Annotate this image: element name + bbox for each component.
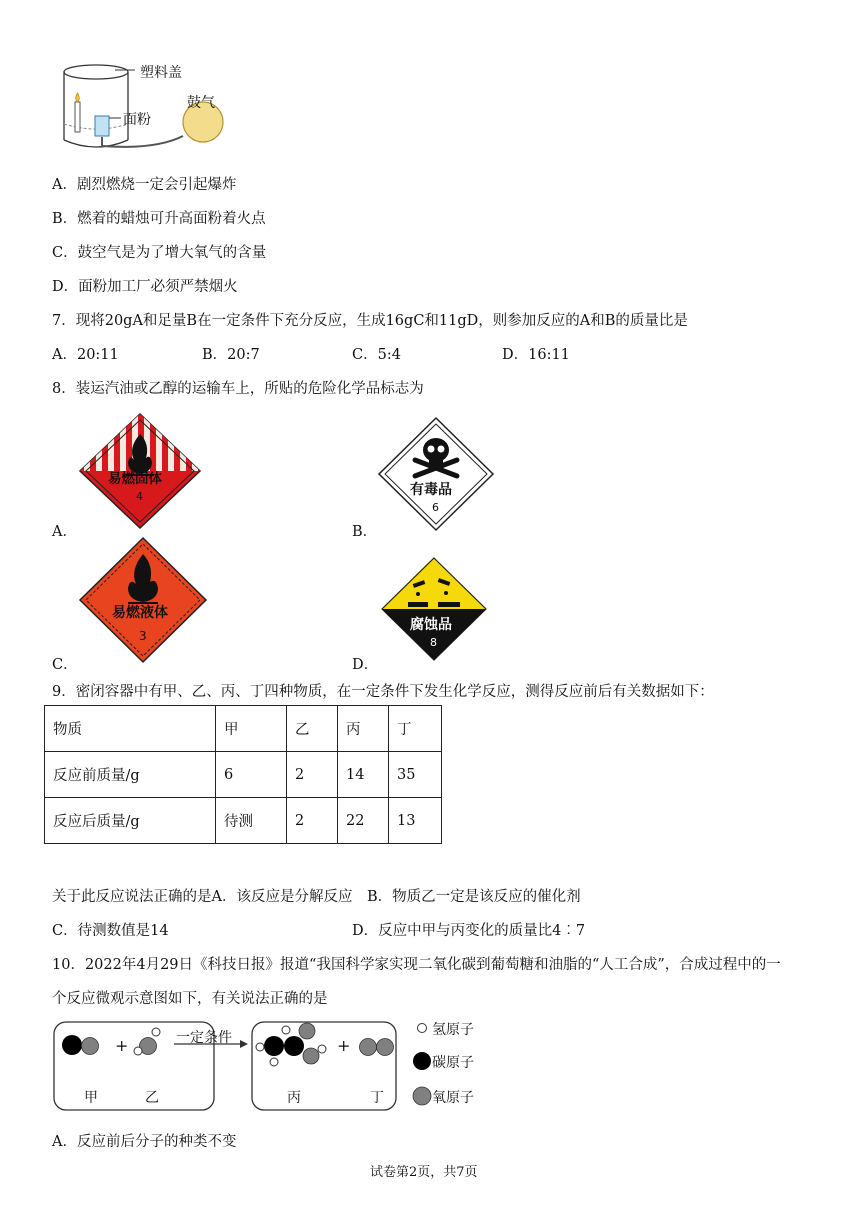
q7-stem: 7．现将20gA和足量B在一定条件下充分反应，生成16gC和11gD，则参加反应的A和B的质量比是 xyxy=(52,313,688,329)
oxygen-atom xyxy=(360,1039,377,1056)
q9-line1: 关于此反应说法正确的是A．该反应是分解反应 B．物质乙一定是该反应的催化剂 xyxy=(52,889,581,905)
table-cell: 22 xyxy=(338,798,389,844)
q7-option-d: D．16:11 xyxy=(502,347,570,363)
table-cell: 反应前质量/g xyxy=(45,752,216,798)
hydrogen-legend-icon xyxy=(418,1024,427,1033)
q6-option-c: C．鼓空气是为了增大氧气的含量 xyxy=(52,245,267,261)
sign-b-number: 6 xyxy=(432,501,439,514)
q7-option-c: C．5:4 xyxy=(352,347,401,363)
q10-stem-1: 10．2022年4月29日《科技日报》报道“我国科学家实现二氧化碳到葡萄糖和油脂的“人工合成”，合成过程中的一 xyxy=(52,957,781,973)
label-yi: 乙 xyxy=(145,1090,159,1106)
table-cell: 待测 xyxy=(216,798,287,844)
label-ding: 丁 xyxy=(370,1090,384,1106)
table-cell: 反应后质量/g xyxy=(45,798,216,844)
label-jia: 甲 xyxy=(84,1090,98,1106)
q6-option-d: D．面粉加工厂必须严禁烟火 xyxy=(52,279,238,295)
q7-option-b: B．20:7 xyxy=(202,347,260,363)
blow-label: 鼓气 xyxy=(187,95,215,111)
hydrogen-atom xyxy=(282,1026,290,1034)
q8-option-b: B． xyxy=(352,524,378,540)
sign-a-number: 4 xyxy=(136,490,143,503)
plus-sign-left: + xyxy=(115,1036,129,1055)
sign-b-text: 有毒品 xyxy=(410,482,452,498)
table-row xyxy=(45,706,442,752)
hydrogen-atom xyxy=(256,1043,264,1051)
table-header-cell: 丁 xyxy=(389,706,442,752)
q8-option-a: A． xyxy=(52,524,77,540)
sign-d-text: 腐蚀品 xyxy=(410,617,452,633)
q9-stem: 9．密闭容器中有甲、乙、丙、丁四种物质，在一定条件下发生化学反应，测得反应前后有关数据如下： xyxy=(52,684,714,700)
table-header-cell: 乙 xyxy=(287,706,338,752)
carbon-atom xyxy=(264,1036,284,1056)
carbon-atom xyxy=(62,1035,82,1055)
sign-c-text: 易燃液体 xyxy=(112,605,168,621)
q10-stem-2: 个反应微观示意图如下，有关说法正确的是 xyxy=(52,991,328,1007)
sign-d-number: 8 xyxy=(430,636,437,649)
table-cell: 2 xyxy=(287,798,338,844)
q6-option-b: B．燃着的蜡烛可升高面粉着火点 xyxy=(52,211,266,227)
q6-option-a: A．剧烈燃烧一定会引起爆炸 xyxy=(52,177,237,193)
reaction-condition: 一定条件 xyxy=(176,1030,232,1046)
q8-option-d: D． xyxy=(352,657,379,673)
oxygen-atom xyxy=(299,1023,315,1039)
legend-carbon: 碳原子 xyxy=(432,1055,474,1071)
oxygen-atom xyxy=(377,1039,394,1056)
legend-oxygen: 氧原子 xyxy=(432,1090,474,1106)
table-row xyxy=(45,752,442,798)
sign-a-text: 易燃固体 xyxy=(108,471,162,487)
sign-c-number: 3 xyxy=(139,629,147,643)
table-cell: 35 xyxy=(389,752,442,798)
hydrogen-atom xyxy=(134,1047,142,1055)
table-header-cell: 甲 xyxy=(216,706,287,752)
carbon-atom xyxy=(284,1036,304,1056)
hydrogen-atom xyxy=(270,1058,278,1066)
flammable-liquid-sign-icon xyxy=(78,536,208,664)
q7-option-a: A．20:11 xyxy=(52,347,119,363)
legend-hydrogen: 氢原子 xyxy=(432,1022,474,1038)
hydrogen-atom xyxy=(318,1045,326,1053)
toxic-sign-icon xyxy=(377,416,495,532)
table-header-cell: 丙 xyxy=(338,706,389,752)
page-footer: 试卷第2页，共7页 xyxy=(370,1165,478,1180)
table-cell: 2 xyxy=(287,752,338,798)
hydrogen-atom xyxy=(152,1028,160,1036)
q8-option-c: C． xyxy=(52,657,78,673)
q10-option-a: A．反应前后分子的种类不变 xyxy=(52,1134,237,1150)
q9-option-d: D．反应中甲与丙变化的质量比4︰7 xyxy=(352,923,586,939)
table-header-cell: 物质 xyxy=(45,706,216,752)
oxygen-atom xyxy=(303,1048,319,1064)
table-row xyxy=(45,798,442,844)
oxygen-atom xyxy=(82,1038,99,1055)
table-cell: 14 xyxy=(338,752,389,798)
oxygen-legend-icon xyxy=(413,1087,431,1105)
lid-label: 塑料盖 xyxy=(140,65,182,81)
carbon-legend-icon xyxy=(413,1052,431,1070)
table-cell: 6 xyxy=(216,752,287,798)
plus-sign-right: + xyxy=(337,1036,351,1055)
q9-option-c: C．待测数值是14 xyxy=(52,923,169,939)
q8-stem: 8．装运汽油或乙醇的运输车上，所贴的危险化学品标志为 xyxy=(52,381,424,397)
reaction-microscopic-diagram xyxy=(50,1018,490,1114)
mass-data-table xyxy=(44,705,442,844)
table-cell: 13 xyxy=(389,798,442,844)
flour-label: 面粉 xyxy=(123,112,151,128)
label-bing: 丙 xyxy=(287,1090,301,1106)
